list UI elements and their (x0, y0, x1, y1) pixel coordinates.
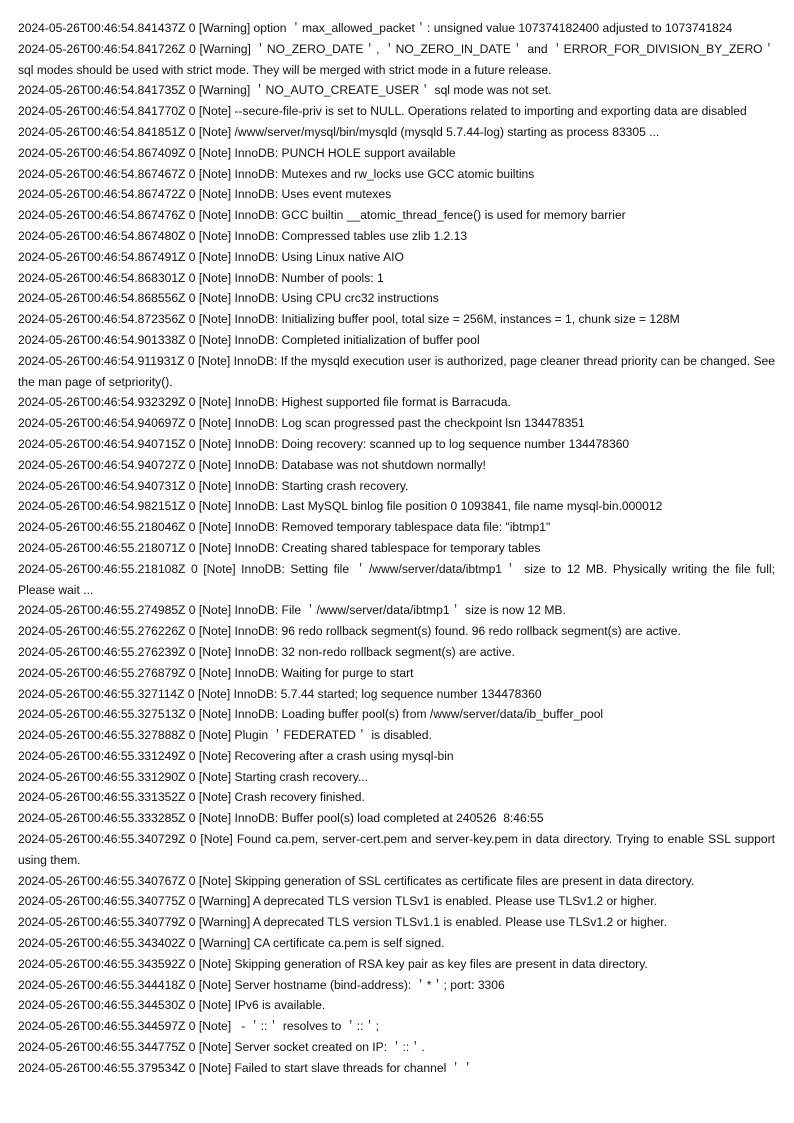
log-line: 2024-05-26T00:46:54.841437Z 0 [Warning] option ＇max_allowed_packet＇: unsigned value 107374182400 adjusted to 1073741824 (18, 21, 733, 35)
log-line: 2024-05-26T00:46:54.841851Z 0 [Note] /www/server/mysql/bin/mysqld (mysqld 5.7.44-log) starting as process 83305 ... (18, 124, 660, 139)
log-line: 2024-05-26T00:46:54.901338Z 0 [Note] InnoDB: Completed initialization of buffer pool (18, 332, 480, 347)
log-line: 2024-05-26T00:46:54.940697Z 0 [Note] InnoDB: Log scan progressed past the checkpoint lsn 134478351 (18, 416, 585, 431)
log-line: 2024-05-26T00:46:55.344597Z 0 [Note] - ＇::＇ resolves to ＇::＇; (18, 1019, 379, 1034)
log-line: 2024-05-26T00:46:54.867491Z 0 [Note] InnoDB: Using Linux native AIO (18, 249, 404, 264)
log-line: 2024-05-26T00:46:55.327888Z 0 [Note] Plugin ＇FEDERATED＇ is disabled. (18, 728, 432, 743)
log-line: 2024-05-26T00:46:55.340775Z 0 [Warning] A deprecated TLS version TLSv1 is enabled. Please use TLSv1.2 or higher. (18, 894, 657, 909)
log-document (18, 18, 779, 1079)
log-line: 2024-05-26T00:46:54.867472Z 0 [Note] InnoDB: Uses event mutexes (18, 187, 392, 202)
log-line: 2024-05-26T00:46:55.344418Z 0 [Note] Server hostname (bind-address): ＇*＇; port: 3306 (18, 977, 505, 992)
log-line: 2024-05-26T00:46:55.327513Z 0 [Note] InnoDB: Loading buffer pool(s) from /www/server/data/ib_buffer_pool (18, 707, 604, 722)
log-line: 2024-05-26T00:46:55.218108Z 0 [Note] InnoDB: Setting file ＇/www/server/data/ibtmp1＇ size to 12 MB. Physically writing the file full; Please wait ... (18, 561, 779, 597)
log-line: 2024-05-26T00:46:54.841770Z 0 [Note] --secure-file-priv is set to NULL. Operations related to importing and exporting data are disabled (18, 104, 747, 119)
log-line: 2024-05-26T00:46:54.982151Z 0 [Note] InnoDB: Last MySQL binlog file position 0 1093841, file name mysql-bin.000012 (18, 499, 663, 514)
log-line: 2024-05-26T00:46:54.867480Z 0 [Note] InnoDB: Compressed tables use zlib 1.2.13 (18, 228, 468, 243)
log-line: 2024-05-26T00:46:55.274985Z 0 [Note] InnoDB: File ＇/www/server/data/ibtmp1＇ size is now 12 MB. (18, 603, 566, 618)
log-line: 2024-05-26T00:46:54.867409Z 0 [Note] InnoDB: PUNCH HOLE support available (18, 145, 456, 160)
log-line: 2024-05-26T00:46:55.379534Z 0 [Note] Failed to start slave threads for channel ＇＇ (18, 1060, 474, 1075)
log-line: 2024-05-26T00:46:55.333285Z 0 [Note] InnoDB: Buffer pool(s) load completed at 240526 8:46:55 (18, 811, 544, 826)
log-line: 2024-05-26T00:46:55.344530Z 0 [Note] IPv6 is available. (18, 998, 326, 1013)
log-line: 2024-05-26T00:46:54.868301Z 0 [Note] InnoDB: Number of pools: 1 (18, 270, 384, 285)
log-line: 2024-05-26T00:46:54.872356Z 0 [Note] InnoDB: Initializing buffer pool, total size = 256M, instances = 1, chunk size = 128M (18, 312, 680, 327)
log-line: 2024-05-26T00:46:55.340729Z 0 [Note] Found ca.pem, server-cert.pem and server-key.pem in data directory. Trying to enable SSL support using them. (18, 832, 779, 867)
log-line: 2024-05-26T00:46:55.331249Z 0 [Note] Recovering after a crash using mysql-bin (18, 748, 454, 763)
log-line: 2024-05-26T00:46:54.940715Z 0 [Note] InnoDB: Doing recovery: scanned up to log sequence number 134478360 (18, 436, 630, 451)
log-line: 2024-05-26T00:46:54.868556Z 0 [Note] InnoDB: Using CPU crc32 instructions (18, 291, 439, 306)
log-line: 2024-05-26T00:46:55.331352Z 0 [Note] Crash recovery finished. (18, 790, 365, 805)
log-line: 2024-05-26T00:46:55.340767Z 0 [Note] Skipping generation of SSL certificates as certificate files are present in data directory. (18, 873, 695, 888)
log-line: 2024-05-26T00:46:54.940727Z 0 [Note] InnoDB: Database was not shutdown normally! (18, 457, 486, 472)
log-line: 2024-05-26T00:46:55.344775Z 0 [Note] Server socket created on IP: ＇::＇. (18, 1040, 425, 1055)
log-line: 2024-05-26T00:46:54.867476Z 0 [Note] InnoDB: GCC builtin __atomic_thread_fence() is used for memory barrier (18, 208, 626, 223)
log-line: 2024-05-26T00:46:54.932329Z 0 [Note] InnoDB: Highest supported file format is Barracuda. (18, 395, 511, 410)
log-line: 2024-05-26T00:46:55.340779Z 0 [Warning] A deprecated TLS version TLSv1.1 is enabled. Please use TLSv1.2 or higher. (18, 915, 668, 930)
log-line: 2024-05-26T00:46:55.343402Z 0 [Warning] CA certificate ca.pem is self signed. (18, 936, 445, 951)
log-line: 2024-05-26T00:46:55.218071Z 0 [Note] InnoDB: Creating shared tablespace for temporary tables (18, 540, 541, 555)
log-line: 2024-05-26T00:46:55.276879Z 0 [Note] InnoDB: Waiting for purge to start (18, 665, 414, 680)
log-line: 2024-05-26T00:46:55.218046Z 0 [Note] InnoDB: Removed temporary tablespace data file: "ibtmp1" (18, 520, 551, 535)
log-line: 2024-05-26T00:46:54.841735Z 0 [Warning] ＇NO_AUTO_CREATE_USER＇ sql mode was not set. (18, 83, 552, 98)
log-line: 2024-05-26T00:46:55.343592Z 0 [Note] Skipping generation of RSA key pair as key files are present in data directory. (18, 956, 648, 971)
log-line: 2024-05-26T00:46:55.276226Z 0 [Note] InnoDB: 96 redo rollback segment(s) found. 96 redo rollback segment(s) are active. (18, 624, 681, 639)
log-line: 2024-05-26T00:46:54.911931Z 0 [Note] InnoDB: If the mysqld execution user is authorized, page cleaner thread priority can be changed. See the man page of setpriority(). (18, 353, 779, 389)
log-line: 2024-05-26T00:46:54.940731Z 0 [Note] InnoDB: Starting crash recovery. (18, 478, 409, 493)
log-line: 2024-05-26T00:46:54.841726Z 0 [Warning] ＇NO_ZERO_DATE＇, ＇NO_ZERO_IN_DATE＇ and ＇ERROR_FOR_DIVISION_BY_ZERO＇ sql modes should be used with strict mode. They will be merged with strict mode in a future release. (18, 41, 779, 77)
log-line: 2024-05-26T00:46:55.327114Z 0 [Note] InnoDB: 5.7.44 started; log sequence number 134478360 (18, 686, 542, 701)
log-line: 2024-05-26T00:46:55.331290Z 0 [Note] Starting crash recovery... (18, 769, 369, 784)
log-line: 2024-05-26T00:46:54.867467Z 0 [Note] InnoDB: Mutexes and rw_locks use GCC atomic builtins (18, 166, 535, 181)
log-line: 2024-05-26T00:46:55.276239Z 0 [Note] InnoDB: 32 non-redo rollback segment(s) are active. (18, 644, 515, 659)
